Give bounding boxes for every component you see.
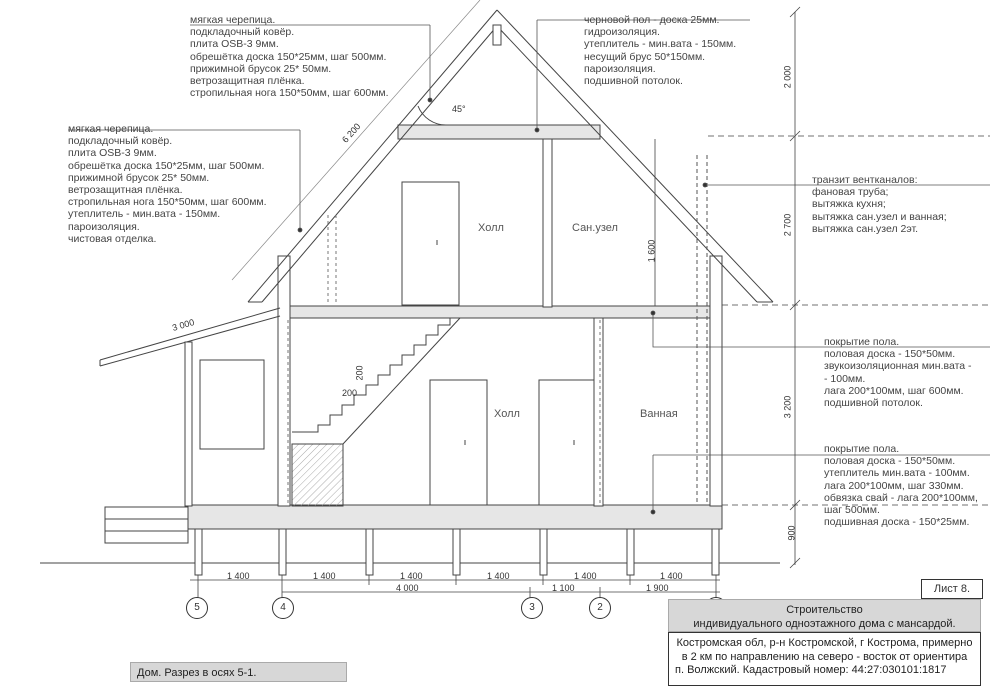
- address-line2: в 2 км по направлению на северо - восток от ориентира: [681, 650, 968, 663]
- note-roof-left: мягкая черепица. подкладочный ковёр. плита OSB-3 9мм. обрешётка доска 150*25мм, шаг 500мм. прижимной брусок 25* 50мм. ветрозащитная плёнка. стропильная нога 150*50мм, шаг 600мм. утеплитель - мин.вата - 150мм. пароизоляция. чистовая отделка.: [68, 123, 267, 245]
- note-roof-top: мягкая черепица. подкладочный ковёр. плита OSB-3 9мм. обрешётка доска 150*25мм, шаг 500мм. прижимной брусок 25* 50мм. ветрозащитная плёнка. стропильная нога 150*50мм, шаг 600мм.: [190, 14, 389, 100]
- inner-wall-lower: [594, 318, 603, 506]
- room-bath-top: Сан.узел: [572, 222, 618, 234]
- title-block: [668, 599, 981, 632]
- dim-stair-200a: 200: [354, 365, 365, 381]
- dim-canopy: 3 000: [171, 317, 196, 333]
- address-block: [668, 632, 981, 686]
- floor-slab: [188, 505, 722, 529]
- vent-channels: [697, 155, 707, 505]
- room-bath-bottom: Ванная: [640, 408, 678, 420]
- axis-marker-3: 3: [521, 597, 543, 619]
- dim-c3: 1 900: [646, 583, 669, 593]
- dim-b6: 1 400: [660, 571, 683, 581]
- dim-b4: 1 400: [487, 571, 510, 581]
- dim-roof-slope: 6 200: [340, 121, 363, 145]
- dim-b2: 1 400: [313, 571, 336, 581]
- dim-c1: 4 000: [396, 583, 419, 593]
- dim-c2: 1 100: [552, 583, 575, 593]
- note-vent: транзит вентканалов: фановая труба; вытяжка кухня; вытяжка сан.узел и ванная; вытяжка сан.узел 2эт.: [812, 174, 947, 235]
- dim-v-3200: 3 200: [782, 395, 793, 419]
- dim-v-900: 900: [786, 525, 797, 541]
- axis-marker-2: 2: [589, 597, 611, 619]
- attic-beam: [398, 125, 600, 139]
- note-floor2: покрытие пола. половая доска - 150*50мм. звукоизоляционная мин.вата - - 100мм. лага 200*100мм, шаг 600мм. подшивной потолок.: [824, 336, 972, 410]
- drawing-caption: Дом. Разрез в осях 5-1.: [130, 662, 347, 682]
- address-line1: Костромская обл, р-н Костромской, г Кострома, примерно: [676, 637, 973, 649]
- dim-angle: 45°: [452, 104, 466, 114]
- room-hall-top: Холл: [478, 222, 504, 234]
- axis-marker-4: 4: [272, 597, 294, 619]
- address-line3: п. Волжский. Кадастровый номер: 44:27:030101:1817: [675, 664, 947, 676]
- dim-v-2000: 2 000: [782, 65, 793, 89]
- dim-b1: 1 400: [227, 571, 250, 581]
- note-ceiling: черновой пол - доска 25мм. гидроизоляция. утеплитель - мин.вата - 150мм. несущий брус 50*150мм. пароизоляция. подшивной потолок.: [584, 14, 737, 88]
- right-wall: [710, 256, 722, 506]
- title-line1: Строительство: [786, 604, 863, 616]
- dim-1600: 1 600: [646, 239, 657, 263]
- inner-wall-upper: [543, 139, 552, 307]
- piles: [195, 528, 719, 575]
- angle-arc: [418, 106, 447, 125]
- sheet-number: Лист 8.: [921, 579, 983, 599]
- window-left: [200, 360, 264, 449]
- entry-steps: [105, 507, 188, 543]
- title-line2: индивидуального одноэтажного дома с мансардой.: [693, 618, 956, 630]
- dim-b3: 1 400: [400, 571, 423, 581]
- room-hall-bottom: Холл: [494, 408, 520, 420]
- dim-v-2700: 2 700: [782, 213, 793, 237]
- dim-b5: 1 400: [574, 571, 597, 581]
- axis-marker-5: 5: [186, 597, 208, 619]
- horizontal-dimensions: [190, 575, 720, 598]
- note-floor1: покрытие пола. половая доска - 150*50мм. утеплитель мин.вата - 100мм. лага 200*100мм, шаг 330мм. обвязка свай - лага 200*100мм, шаг 500мм. подшивная доска - 150*25мм.: [824, 443, 978, 529]
- dim-stair-200b: 200: [342, 388, 358, 398]
